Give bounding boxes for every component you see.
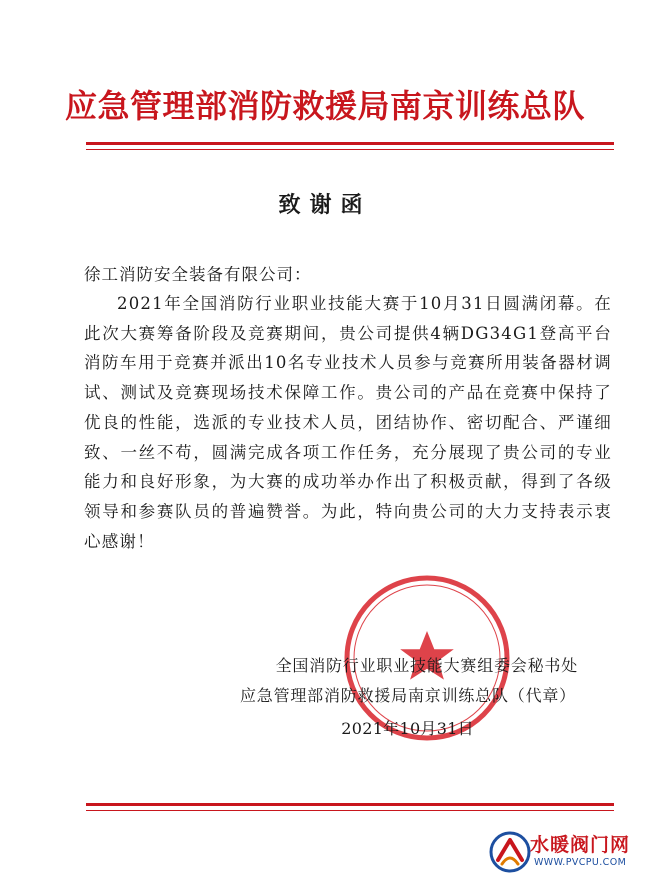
- letterhead-title: 应急管理部消防救援局南京训练总队: [64, 87, 585, 125]
- organizer-signature: 全国消防行业职业技能大赛组委会秘书处: [275, 656, 578, 675]
- issuer-signature: 应急管理部消防救援局南京训练总队（代章）: [239, 686, 576, 705]
- salutation: 徐工消防安全装备有限公司：: [84, 265, 312, 284]
- letter-body: 2021年全国消防行业职业技能大赛于10月31日圆满闭幕。在此次大赛筹备阶段及竞赛期间，贵公司提供4辆DG34G1登高平台消防车用于竞赛并派出10名专业技术人员参与竞赛所用装备器材调试、测试及竞赛现场技术保障工作。贵公司的产品在竞赛中保持了优良的性能，选派的专业技术人员，团结协作、密切配合、严谨细致、一丝不苟，圆满完成各项工作任务，充分展现了贵公司的专业能力和良好形象，为大赛的成功举办作出了积极贡献，得到了各级领导和参赛队员的普遍赞誉。为此，特向贵公司的大力支持表示衷心感谢！: [84, 294, 612, 551]
- letterhead-rule-thin: [86, 149, 614, 150]
- document-title: 致谢函: [278, 192, 372, 218]
- letterhead-rule-thick: [86, 142, 614, 145]
- watermark-url: WWW.PVCPU.COM: [534, 857, 627, 868]
- site-watermark: [488, 828, 648, 880]
- pv-logo-icon: [488, 830, 532, 874]
- watermark-name: 水暖阀门网: [530, 834, 631, 856]
- signature-date: 2021年10月31日: [341, 719, 474, 738]
- footer-rule-thin: [86, 810, 614, 811]
- footer-rule-thick: [86, 803, 614, 806]
